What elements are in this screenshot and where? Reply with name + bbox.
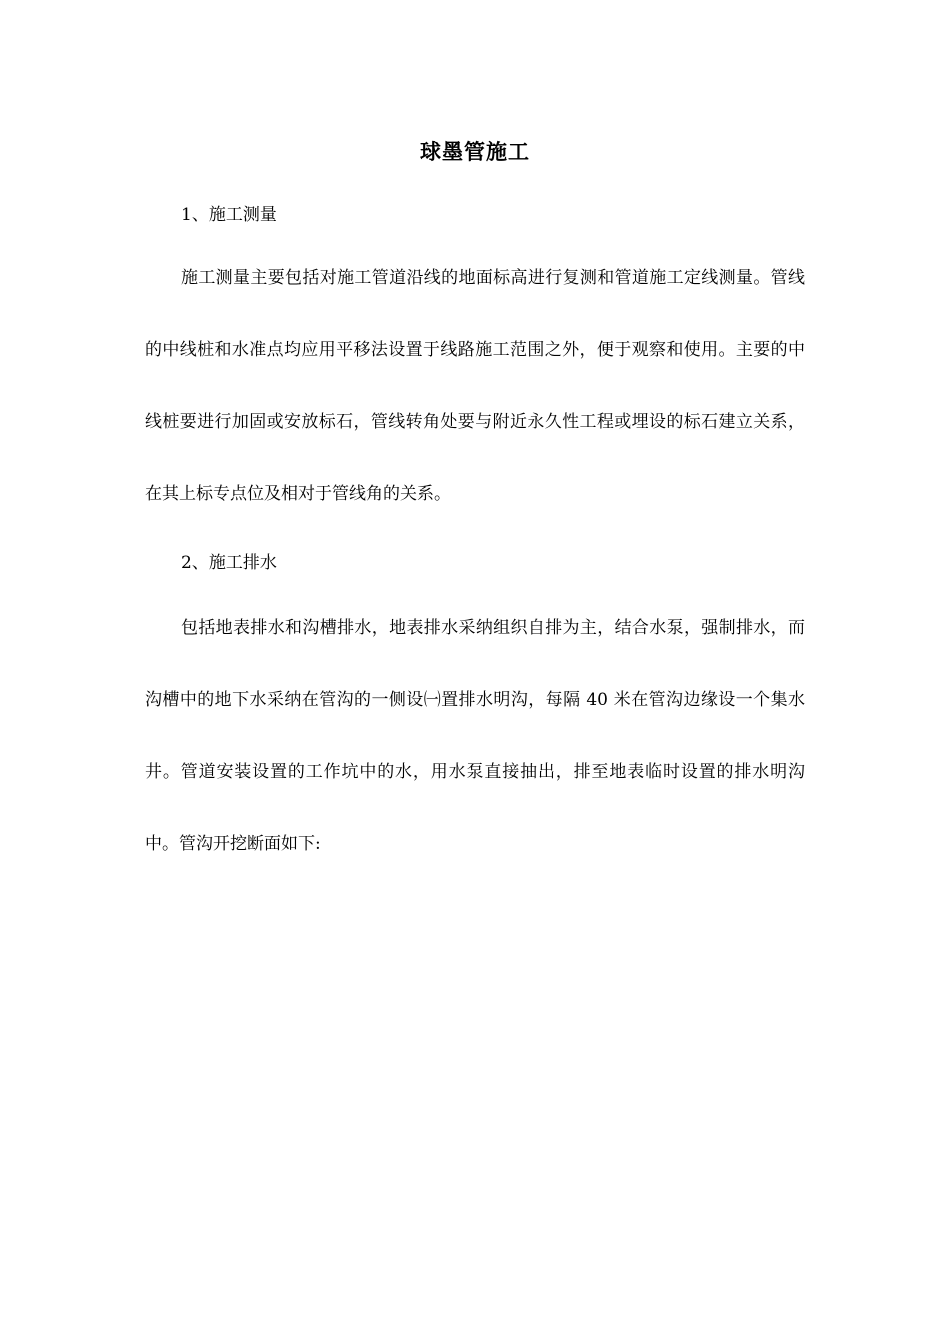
section-heading-drainage: 2、施工排水 (181, 553, 277, 573)
section-paragraph-survey: 施工测量主要包括对施工管道沿线的地面标高进行复测和管道施工定线测量。管线的中线桩和水准点均应用平移法设置于线路施工范围之外，便于观察和使用。主要的中线桩要进行加固或安放标石，管线转角处要与附近永久性工程或埋设的标石建立关系，在其上标专点位及相对于管线角的关系。 (145, 268, 805, 504)
section-heading-survey: 1、施工测量 (181, 205, 277, 225)
document-title: 球墨管施工 (420, 139, 530, 164)
section-paragraph-drainage: 包括地表排水和沟槽排水，地表排水采纳组织自排为主，结合水泵，强制排水，而沟槽中的地下水采纳在管沟的一侧设㈠置排水明沟，每隔 40 米在管沟边缘设一个集水井。管道安装设置的工作坑中的水，用水泵直接抽出，排至地表临时设置的排水明沟中。管沟开挖断面如下: (145, 618, 805, 854)
